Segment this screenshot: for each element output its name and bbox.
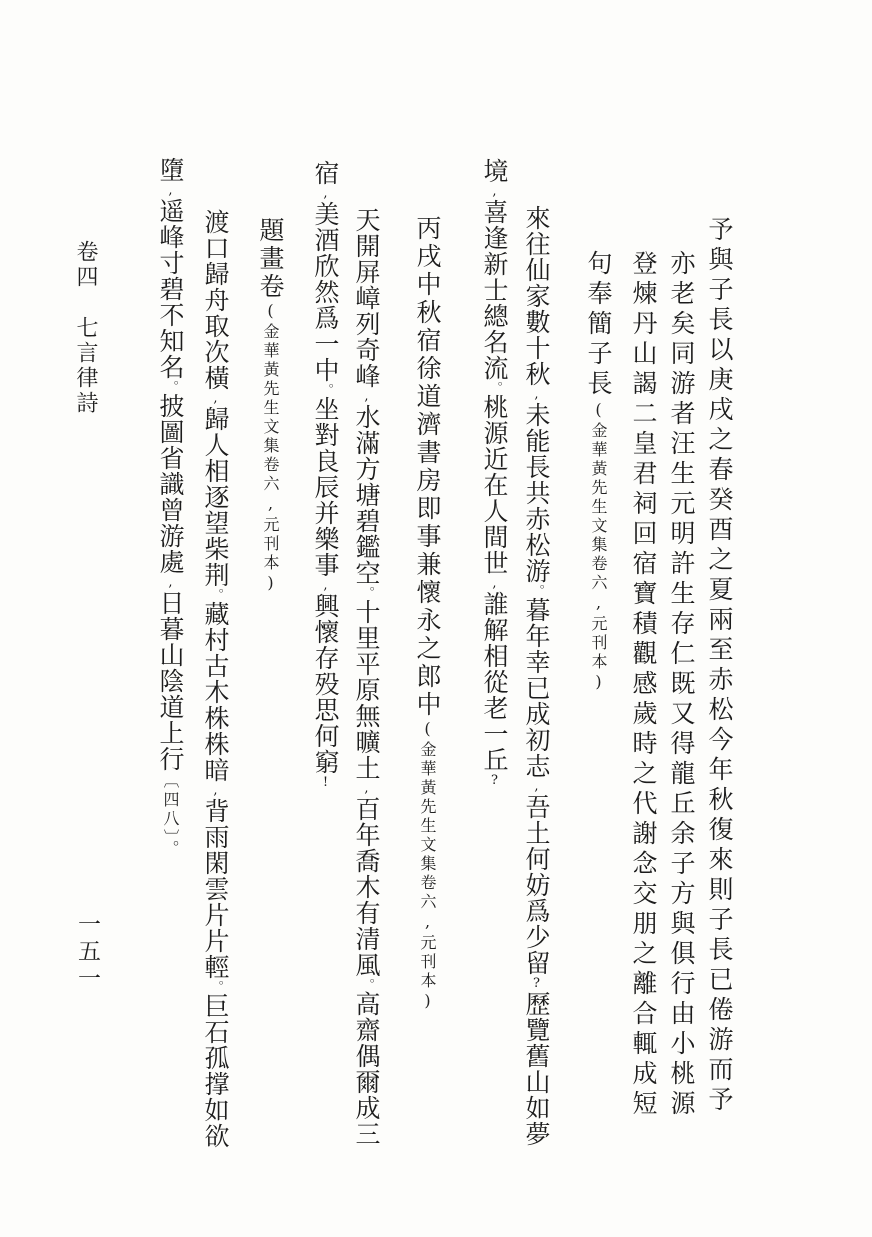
poem-3-title xyxy=(255,217,285,595)
poem-2-line-2: 宿,美酒欣然爲一中。坐對良辰并樂事,興懷存殁思何窮! xyxy=(311,160,340,790)
source-note: (金華黃先生文集卷六,元刊本) xyxy=(261,301,280,595)
poem-1-line-1: 來往仙家數十秋,未能長共赤松游。暮年幸已成初志,吾土何妨爲少留?歷覽舊山如夢 xyxy=(522,205,551,1147)
poem-2-line-1: 天開屏嶂列奇峰,水滿方塘碧鑑空。十里平原無曠土,百年喬木有清風。高齋偶爾成三 xyxy=(352,207,381,1147)
preface-title-tail: 句奉簡子長 xyxy=(584,250,613,400)
source-note: (金華黃先生文集卷六,元刊本) xyxy=(418,719,437,1013)
footnote-marker: 〔四八〕。 xyxy=(161,772,180,859)
preface-column-1: 予與子長以庚戌之春癸酉之夏兩至赤松今年秋復來則子長已倦游而予 xyxy=(705,216,734,1116)
running-header xyxy=(70,240,100,416)
poem-1-line-2: 境,喜逢新士總名流。桃源近在人間世,誰解相從老一丘? xyxy=(480,158,509,788)
poem-3-line-1: 渡口歸舟取次橫,歸人相逐望柴荆。藏村古木株株暗,背雨閑雲片片輕。巨石孤撑如欲 xyxy=(201,209,230,1149)
preface-column-4 xyxy=(583,250,613,694)
volume-label: 卷四 xyxy=(73,240,98,290)
preface-column-2: 亦老矣同游者汪生元明許生存仁既又得龍丘余子方與俱行由小桃源 xyxy=(667,250,696,1120)
source-note: (金華黃先生文集卷六,元刊本) xyxy=(589,400,608,694)
section-label: 七言律詩 xyxy=(73,316,98,416)
poem-2-title-text: 丙戌中秋宿徐道濟書房即事兼懷永之郎中 xyxy=(413,215,442,719)
preface-column-3: 登煉丹山謁二皇君祠回宿寶積觀感歲時之代謝念交朋之離合輒成短 xyxy=(629,250,658,1120)
poem-3-line-2-text: 墮,遥峰寸碧不知名。披圖省識曾游處,日暮山陰道上行 xyxy=(156,157,185,772)
poem-2-title xyxy=(412,215,442,1013)
poem-3-title-text: 題畫卷 xyxy=(256,217,285,301)
poem-3-line-2 xyxy=(155,157,185,859)
page-number: 一五一 xyxy=(74,912,100,993)
